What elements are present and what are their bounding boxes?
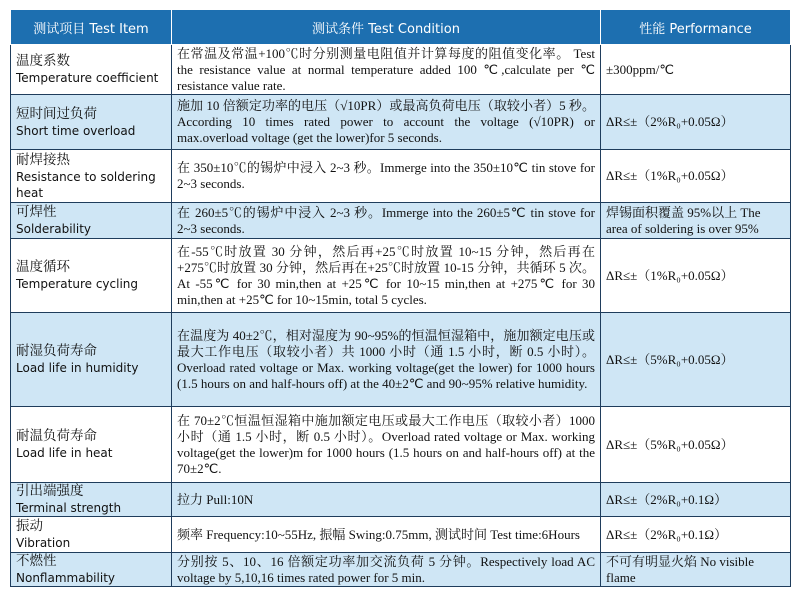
table-row	[11, 313, 791, 407]
table-header-row	[11, 10, 791, 45]
test-item-zh: 不燃性	[16, 553, 57, 569]
test-condition-cell: 频率 Frequency:10~55Hz, 振幅 Swing:0.75mm, 测试时间 Test time:6Hours	[172, 517, 601, 553]
test-item-zh: 温度系数	[16, 53, 70, 69]
test-item-zh: 耐温负荷寿命	[16, 428, 97, 444]
test-item-cell	[11, 150, 172, 203]
performance-cell: ΔR≤±（1%R₀+0.05Ω）	[601, 150, 791, 203]
performance-cell: ΔR≤±（2%R₀+0.05Ω）	[601, 95, 791, 150]
test-item-cell	[11, 203, 172, 239]
test-item-en: Temperature coefficient	[16, 71, 159, 85]
performance-cell: ΔR≤±（5%R₀+0.05Ω）	[601, 407, 791, 483]
table-row	[11, 483, 791, 517]
header-test-condition: 测试条件 Test Condition	[172, 10, 601, 45]
test-item-cell	[11, 517, 172, 553]
test-condition-cell: 在常温及常温+100℃时分别测量电阻值并计算每度的阻值变化率。 Test the resistance value at normal temperature added 100 ℃,calculate per ℃ resistance value rate.	[172, 45, 601, 95]
test-item-en: Temperature cycling	[16, 277, 139, 291]
performance-cell: 不可有明显火焰 No visible flame	[601, 553, 791, 587]
table-row	[11, 150, 791, 203]
test-item-en: Solderability	[16, 222, 92, 236]
test-item-en: Load life in heat	[16, 446, 113, 460]
table-row	[11, 407, 791, 483]
test-condition-cell: 分别按 5、10、16 倍额定功率加交流负荷 5 分钟。Respectively load AC voltage by 5,10,16 times rated power for 5 min.	[172, 553, 601, 587]
test-condition-cell: 拉力 Pull:10N	[172, 483, 601, 517]
test-item-zh: 温度循环	[16, 259, 70, 275]
test-item-en: Short time overload	[16, 123, 136, 138]
test-item-zh: 振动	[16, 518, 43, 534]
test-condition-cell: 在 350±10℃的锡炉中浸入 2~3 秒。Immerge into the 350±10℃ tin stove for 2~3 seconds.	[172, 150, 601, 203]
test-item-zh: 耐焊接热	[16, 151, 70, 168]
table-row	[11, 203, 791, 239]
performance-cell: ΔR≤±（2%R₀+0.1Ω）	[601, 483, 791, 517]
test-item-zh: 耐湿负荷寿命	[16, 343, 97, 359]
table-row	[11, 553, 791, 587]
table-row	[11, 239, 791, 313]
test-item-cell	[11, 45, 172, 95]
table-row	[11, 517, 791, 553]
test-item-zh: 可焊性	[16, 204, 57, 220]
test-item-cell	[11, 407, 172, 483]
test-item-cell	[11, 483, 172, 517]
table-row	[11, 95, 791, 150]
test-item-en: Vibration	[16, 536, 71, 550]
header-performance: 性能 Performance	[601, 10, 791, 45]
test-item-cell	[11, 553, 172, 587]
test-condition-cell: 在 260±5℃的锡炉中浸入 2~3 秒。Immerge into the 260±5℃ tin stove for 2~3 seconds.	[172, 203, 601, 239]
test-item-cell	[11, 95, 172, 150]
performance-cell: ±300ppm/℃	[601, 45, 791, 95]
test-item-zh: 引出端强度	[16, 483, 84, 499]
performance-cell: ΔR≤±（2%R₀+0.1Ω）	[601, 517, 791, 553]
test-condition-cell: 施加 10 倍额定功率的电压（√10PR）或最高负荷电压（取较小者）5 秒。According 10 times rated power to account the voltage (√10PR) or max.overload voltage (get the lower)for 5 seconds.	[172, 95, 601, 150]
test-spec-table	[10, 9, 791, 587]
performance-cell: ΔR≤±（5%R₀+0.05Ω）	[601, 313, 791, 407]
test-item-en: Terminal strength	[16, 501, 122, 515]
test-item-en: Resistance to soldering heat	[16, 169, 156, 200]
test-item-en: Nonflammability	[16, 571, 115, 585]
test-condition-cell: 在 70±2℃恒温恒湿箱中施加额定电压或最大工作电压（取较小者）1000 小时（通 1.5 小时，断 0.5 小时）。Overload rated voltage or Max. working voltage(get the lower)m for 1000 hours (1.5 hours on and half-hours off) at the 70±2℃.	[172, 407, 601, 483]
table-row	[11, 45, 791, 95]
test-condition-cell: 在-55℃时放置 30 分钟，然后再+25℃时放置 10~15 分钟，然后再在+275℃时放置 30 分钟，然后再在+25℃时放置 10-15 分钟，共循环 5 次。At -55℃ for 30 min,then at +25℃ for 10~15 min,then at +275℃ for 30 min,then at +25℃ for 10~15min, total 5 cycles.	[172, 239, 601, 313]
performance-cell: 焊锡面积覆盖 95%以上 The area of soldering is over 95%	[601, 203, 791, 239]
test-item-cell	[11, 239, 172, 313]
test-item-en: Load life in humidity	[16, 361, 139, 375]
performance-cell: ΔR≤±（1%R₀+0.05Ω）	[601, 239, 791, 313]
test-spec-table-wrapper	[10, 9, 790, 587]
test-item-cell	[11, 313, 172, 407]
header-test-item: 测试项目 Test Item	[11, 10, 172, 45]
test-item-zh: 短时间过负荷	[16, 105, 97, 122]
test-condition-cell: 在温度为 40±2℃，相对湿度为 90~95%的恒温恒湿箱中，施加额定电压或最大工作电压（取较小者）共 1000 小时（通 1.5 小时，断 0.5 小时）。Overload rated voltage or Max. working voltage(get the lower) for 1000 hours (1.5 hours on and half-hours off) at the 40±2℃ and 90~95% relative humidity.	[172, 313, 601, 407]
